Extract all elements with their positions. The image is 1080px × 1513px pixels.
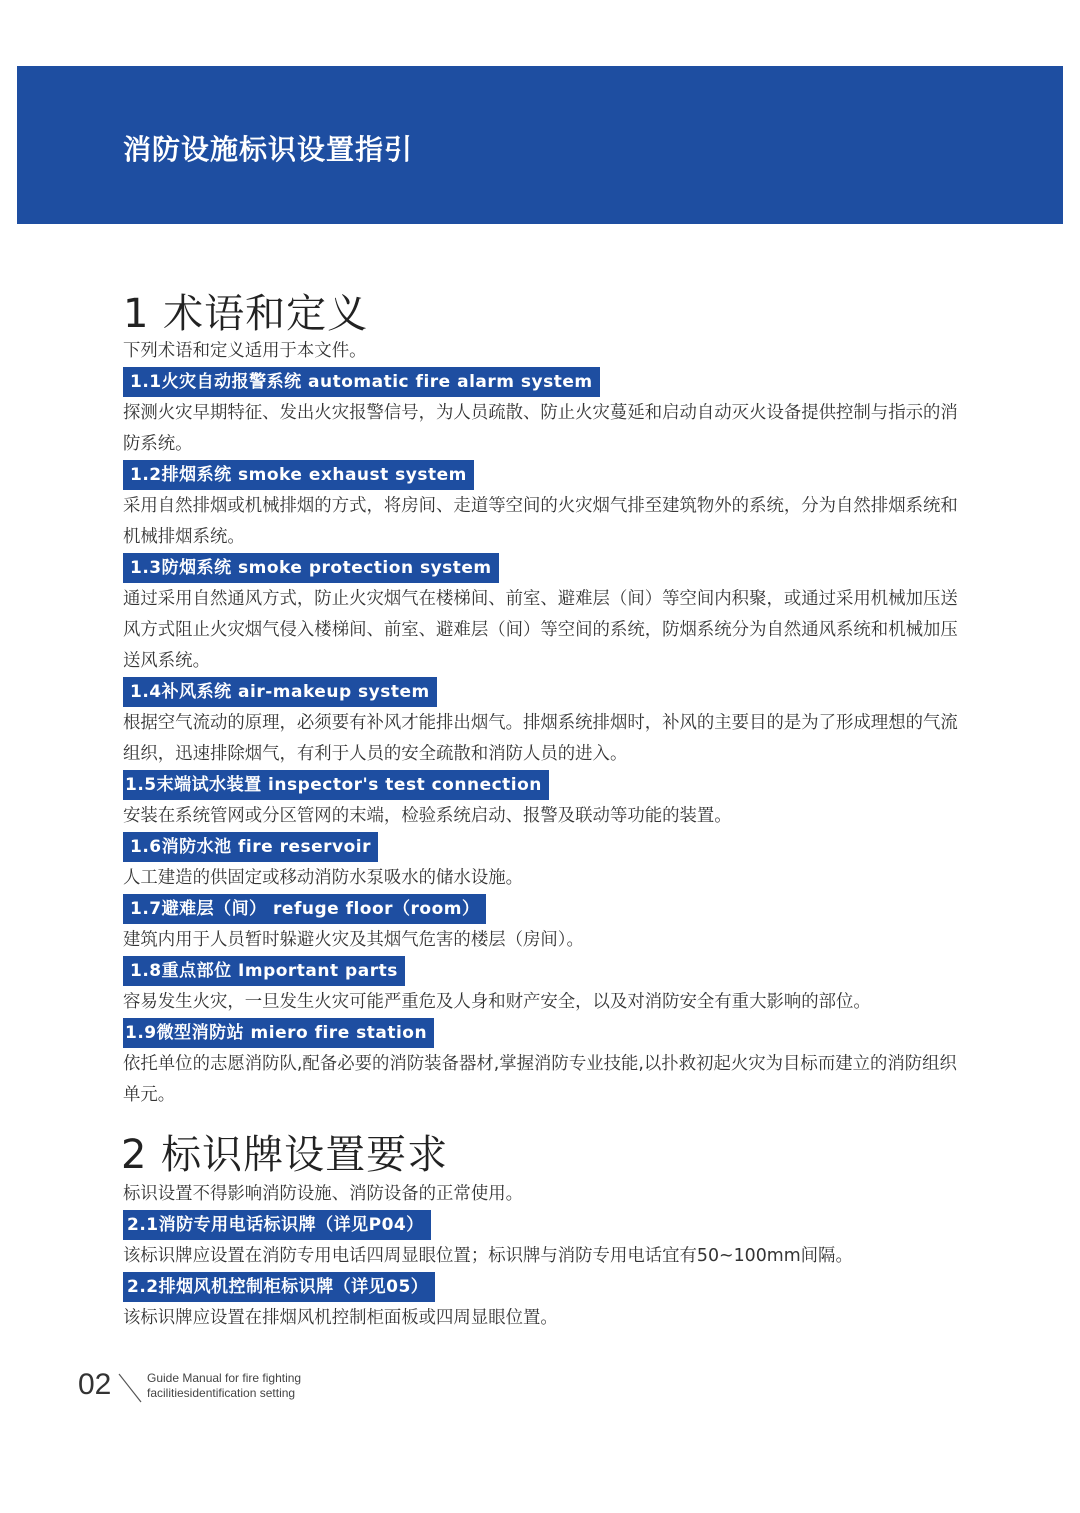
- term-1-8-label: 1.8重点部位 Important parts: [123, 956, 405, 986]
- term-1-5-label: 1.5末端试水装置 inspector's test connection: [123, 770, 549, 800]
- header-banner: [17, 66, 1063, 224]
- document-title: 消防设施标识设置指引: [123, 133, 414, 166]
- page-number: 02: [78, 1368, 112, 1401]
- term-1-3-text: 通过采用自然通风方式，防止火灾烟气在楼梯间、前室、避难层（间）等空间内积聚，或通过采用机械加压送风方式阻止火灾烟气侵入楼梯间、前室、避难层（间）等空间的系统，防烟系统分为自然通风系统和机械加压送风系统。: [123, 589, 958, 671]
- term-1-1-label: 1.1火灾自动报警系统 automatic fire alarm system: [123, 367, 600, 397]
- term-1-7-label: 1.7避难层（间） refuge floor（room）: [123, 894, 486, 924]
- section-1-intro: 下列术语和定义适用于本文件。: [123, 341, 367, 361]
- term-1-8-text: 容易发生火灾，一旦发生火灾可能严重危及人身和财产安全，以及对消防安全有重大影响的部位。: [123, 992, 871, 1012]
- term-1-3-label: 1.3防烟系统 smoke protection system: [123, 553, 499, 583]
- item-2-1-text: 该标识牌应设置在消防专用电话四周显眼位置；标识牌与消防专用电话宜有50~100mm间隔。: [123, 1246, 853, 1266]
- section-2-intro: 标识设置不得影响消防设施、消防设备的正常使用。: [123, 1184, 523, 1204]
- item-2-1-label: 2.1消防专用电话标识牌（详见P04）: [123, 1210, 431, 1240]
- term-1-6-text: 人工建造的供固定或移动消防水泵吸水的储水设施。: [123, 868, 523, 888]
- section-2-heading: 2 标识牌设置要求: [121, 1132, 449, 1178]
- term-1-6-label: 1.6消防水池 fire reservoir: [123, 832, 378, 862]
- item-2-2-text: 该标识牌应设置在排烟风机控制柜面板或四周显眼位置。: [123, 1308, 558, 1328]
- section-1-heading: 1 术语和定义: [123, 291, 369, 337]
- footer-divider: [116, 1372, 144, 1404]
- term-1-4-label: 1.4补风系统 air-makeup system: [123, 677, 437, 707]
- footer-line-2: facilitiesidentification setting: [147, 1386, 296, 1400]
- term-1-1-text: 探测火灾早期特征、发出火灾报警信号，为人员疏散、防止火灾蔓延和启动自动灭火设备提供控制与指示的消防系统。: [123, 403, 958, 454]
- term-1-5-text: 安装在系统管网或分区管网的末端，检验系统启动、报警及联动等功能的装置。: [123, 806, 732, 826]
- term-1-9-label: 1.9微型消防站 miero fire station: [123, 1018, 434, 1048]
- item-2-2-label: 2.2排烟风机控制柜标识牌（详见05）: [123, 1272, 435, 1302]
- term-1-2-text: 采用自然排烟或机械排烟的方式，将房间、走道等空间的火灾烟气排至建筑物外的系统，分为自然排烟系统和机械排烟系统。: [123, 496, 958, 547]
- footer-caption: [147, 1371, 301, 1401]
- term-1-9-text: 依托单位的志愿消防队,配备必要的消防装备器材,掌握消防专业技能,以扑救初起火灾为目标而建立的消防组织单元。: [123, 1054, 957, 1105]
- term-1-7-text: 建筑内用于人员暂时躲避火灾及其烟气危害的楼层（房间）。: [123, 930, 584, 950]
- footer-line-1: Guide Manual for fire fighting: [147, 1371, 302, 1385]
- term-1-4-text: 根据空气流动的原理，必须要有补风才能排出烟气。排烟系统排烟时，补风的主要目的是为了形成理想的气流组织，迅速排除烟气，有利于人员的安全疏散和消防人员的进入。: [123, 713, 958, 764]
- term-1-2-label: 1.2排烟系统 smoke exhaust system: [123, 460, 474, 490]
